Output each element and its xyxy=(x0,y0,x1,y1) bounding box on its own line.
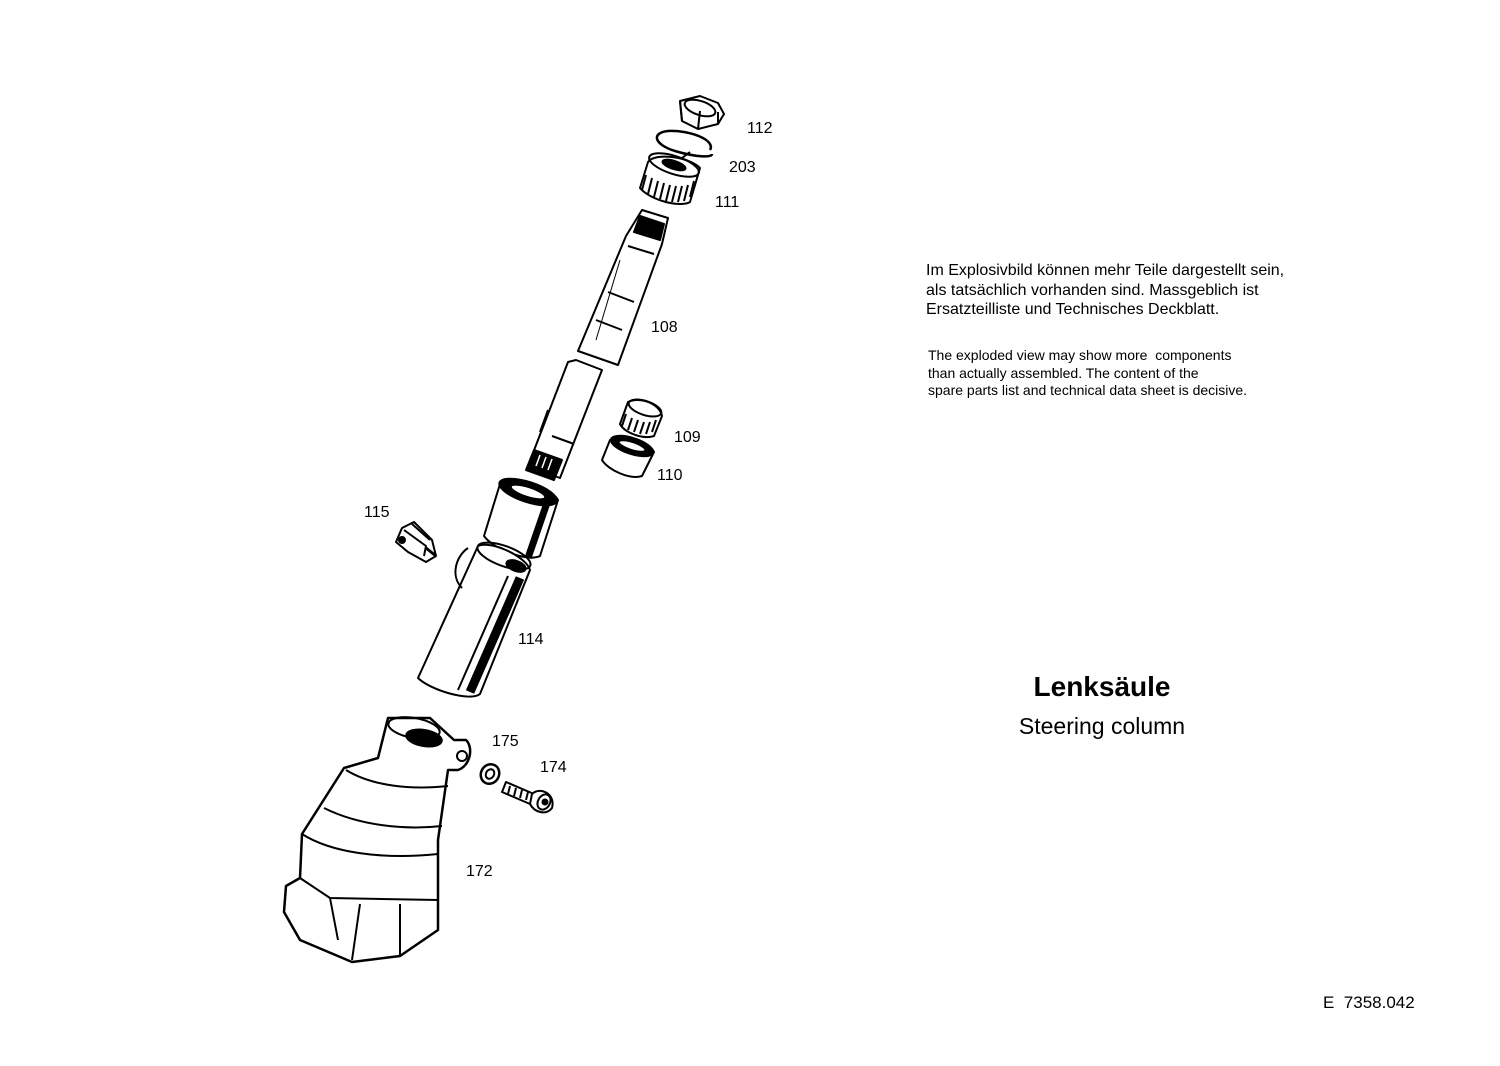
bearing-ring-icon xyxy=(620,396,663,437)
document-number: E 7358.042 xyxy=(1323,993,1415,1012)
socket-screw-icon xyxy=(502,782,553,812)
washer-icon xyxy=(477,761,503,787)
column-housing-icon xyxy=(284,714,470,962)
part-label-108: 108 xyxy=(651,319,678,336)
upper-shaft-icon xyxy=(578,210,668,365)
part-label-114: 114 xyxy=(518,631,544,648)
part-label-112: 112 xyxy=(747,120,773,137)
part-label-111: 111 xyxy=(715,194,740,211)
lock-nut-icon xyxy=(680,96,724,129)
column-tube-icon xyxy=(418,537,534,697)
part-label-109: 109 xyxy=(674,429,701,446)
part-label-203: 203 xyxy=(729,159,756,176)
disclaimer-german: Im Explosivbild können mehr Teile dargestellt sein, als tatsächlich vorhanden sind. Massgeblich ist Ersatzteilliste und Technisches Deckblatt. xyxy=(926,262,1285,318)
switch-plug-icon xyxy=(396,522,436,562)
page-subtitle: Steering column xyxy=(1018,713,1186,739)
part-label-115: 115 xyxy=(364,504,390,521)
splined-hub-icon xyxy=(640,148,702,204)
bushing-icon xyxy=(602,432,655,477)
part-label-174: 174 xyxy=(540,759,567,776)
page-title: Lenksäule xyxy=(1033,671,1171,702)
part-label-110: 110 xyxy=(657,467,683,484)
part-label-172: 172 xyxy=(466,863,493,880)
disclaimer-english: The exploded view may show more components than actually assembled. The content of the spare parts list and technical data sheet is decisive. xyxy=(928,347,1248,398)
lower-shaft-icon xyxy=(526,360,602,480)
part-label-175: 175 xyxy=(492,733,519,750)
